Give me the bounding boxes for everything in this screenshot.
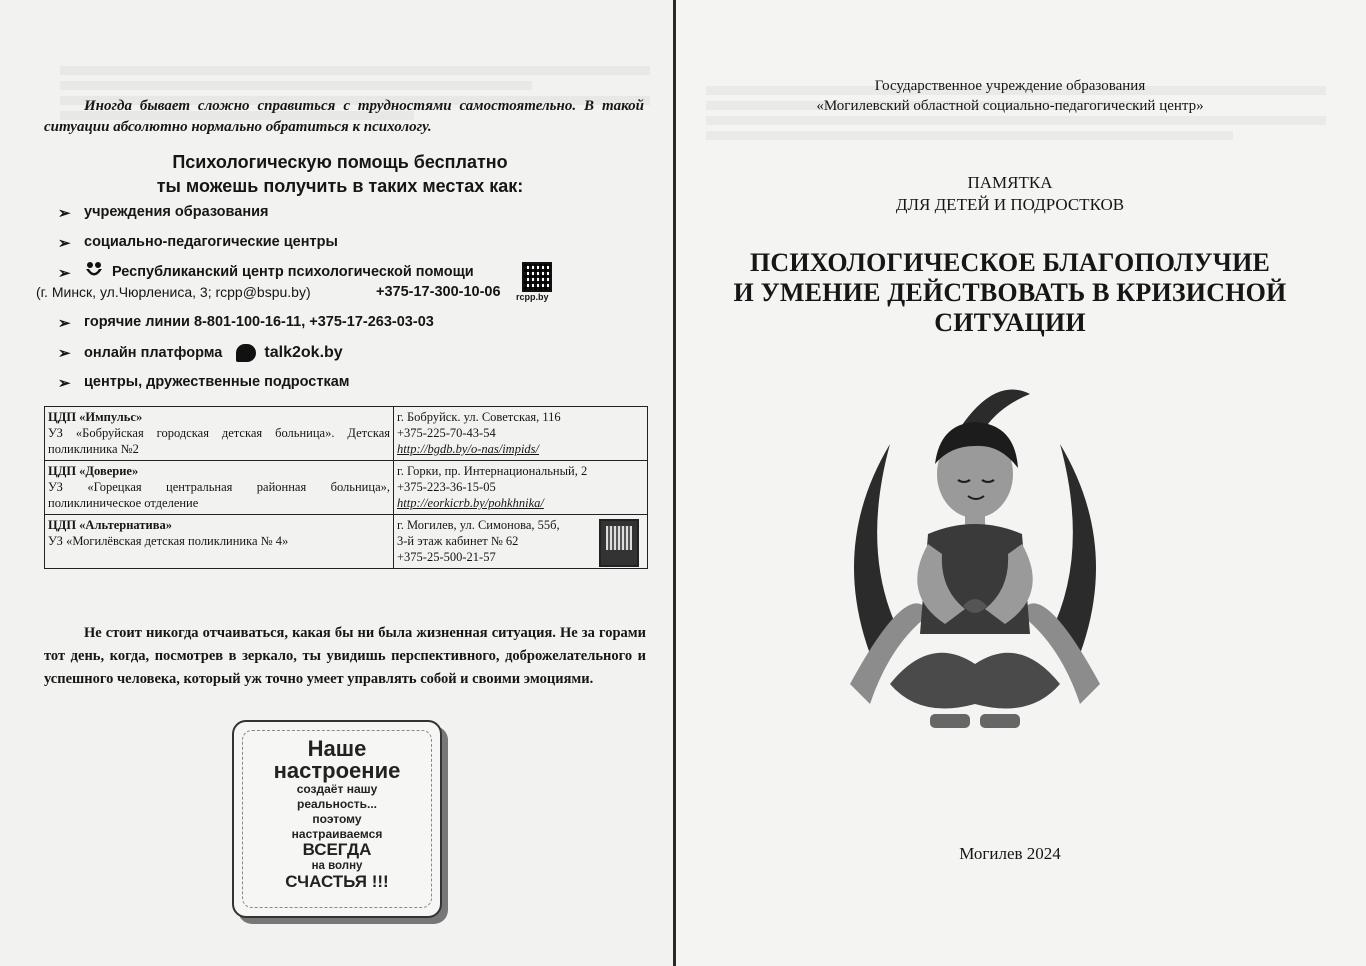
institution-line-2: «Могилевский областной социально-педагогический центр» xyxy=(816,98,1204,114)
quote-body xyxy=(234,782,440,842)
mood-quote-card xyxy=(232,720,442,918)
quote-line-5: поэтому xyxy=(312,812,362,826)
online-platform-link[interactable]: talk2ok.by xyxy=(264,344,343,361)
arrow-bullet-icon: ➢ xyxy=(58,315,71,332)
center-contact-cell xyxy=(394,515,648,569)
center-name: ЦДП «Альтернатива» xyxy=(48,518,172,532)
place-teen-centers: центры, дружественные подросткам xyxy=(84,374,350,390)
talk2ok-logo-icon xyxy=(236,344,256,362)
arrow-bullet-icon: ➢ xyxy=(58,345,71,362)
republican-address: (г. Минск, ул.Чюрлениса, 3; rcpp@bspu.by) xyxy=(36,284,311,300)
title-line-2: И УМЕНИЕ ДЕЙСТВОВАТЬ В КРИЗИСНОЙ xyxy=(733,278,1287,307)
quote-line-3: создаёт нашу xyxy=(296,782,378,796)
quote-line-6: настраиваемся xyxy=(291,827,383,841)
qr-code-icon xyxy=(522,262,552,292)
qr-code-icon xyxy=(599,519,639,567)
title-line-3: СИТУАЦИИ xyxy=(934,308,1086,337)
list-item xyxy=(58,204,268,220)
arrow-bullet-icon: ➢ xyxy=(58,235,71,252)
quote-heading xyxy=(234,738,440,782)
center-name: ЦДП «Импульс» xyxy=(48,410,143,424)
place-hotlines: горячие линии 8-801-100-16-11, +375-17-263-03-03 xyxy=(84,314,434,330)
place-republican-center: Республиканский центр психологической помощи xyxy=(112,264,474,280)
page-title xyxy=(700,248,1320,338)
intro-text: Иногда бывает сложно справиться с трудностями самостоятельно. В такой ситуации абсолютно нормально обратиться к психологу. xyxy=(44,98,644,135)
center-org: УЗ «Горецкая центральная районная больница», поликлиническое отделение xyxy=(48,480,390,510)
center-address: г. Горки, пр. Интернациональный, 2 xyxy=(397,464,588,478)
republican-phone: +375-17-300-10-06 xyxy=(376,284,501,300)
place-online-prefix: онлайн платформа xyxy=(84,345,223,361)
help-title-line-1: Психологическую помощь бесплатно xyxy=(172,152,508,172)
quote-line-7: ВСЕГДА xyxy=(302,840,372,859)
center-address-2: 3-й этаж кабинет № 62 xyxy=(397,534,519,548)
quote-line-9: СЧАСТЬЯ !!! xyxy=(285,872,389,891)
place-education: учреждения образования xyxy=(84,204,269,220)
qr-label: rcpp.by xyxy=(516,292,549,302)
center-phone: +375-223-36-15-05 xyxy=(397,480,496,494)
list-item xyxy=(58,374,350,390)
centers-table xyxy=(44,406,648,569)
center-phone: +375-25-500-21-57 xyxy=(397,550,496,564)
advice-text: Не стоит никогда отчаиваться, какая бы ни была жизненная ситуация. Не за горами тот день, когда, посмотрев в зеркало, ты увидишь перспективного, доброжелательного и успешного человека, который уж точно умеет управлять собой и своими эмоциями. xyxy=(44,625,646,687)
list-item xyxy=(36,264,644,302)
center-org: УЗ «Бобруйская городская детская больница». Детская поликлиника №2 xyxy=(48,426,390,456)
quote-line-4: реальность... xyxy=(296,797,378,811)
center-address: г. Бобруйск. ул. Советская, 116 xyxy=(397,410,561,424)
arrow-bullet-icon: ➢ xyxy=(58,375,71,392)
lotus-figure-illustration xyxy=(830,384,1120,774)
center-org: УЗ «Могилёвская детская поликлиника № 4» xyxy=(48,534,289,548)
list-item xyxy=(58,314,434,330)
quote-line-8: на волну xyxy=(311,860,363,872)
table-row xyxy=(45,461,648,515)
center-info-cell xyxy=(45,515,394,569)
quote-line-1: Наше xyxy=(307,736,367,761)
center-address: г. Могилев, ул. Симонова, 55б, xyxy=(397,518,560,532)
left-page xyxy=(0,0,676,966)
quote-line-2: настроение xyxy=(273,758,401,783)
table-row xyxy=(45,407,648,461)
institution-header xyxy=(700,76,1320,116)
center-phone: +375-225-70-43-54 xyxy=(397,426,496,440)
help-title-line-2: ты можешь получить в таких местах как: xyxy=(156,176,524,196)
arrow-bullet-icon: ➢ xyxy=(58,205,71,222)
center-contact-cell xyxy=(394,407,648,461)
memo-line-1: ПАМЯТКА xyxy=(967,173,1053,192)
help-title xyxy=(60,150,620,198)
list-item xyxy=(58,234,338,250)
center-info-cell xyxy=(45,461,394,515)
rcpp-logo-icon xyxy=(84,260,104,282)
list-item xyxy=(58,344,343,362)
center-url[interactable]: http://bgdb.by/o-nas/impids/ xyxy=(397,442,540,456)
table-row xyxy=(45,515,648,569)
place-social-centers: социально-педагогические центры xyxy=(84,234,338,250)
city-year: Могилев 2024 xyxy=(959,844,1061,863)
center-url[interactable]: http://eorkicrb.by/pohkhnika/ xyxy=(397,496,544,510)
center-info-cell xyxy=(45,407,394,461)
arrow-bullet-icon: ➢ xyxy=(58,265,71,282)
memo-label xyxy=(700,172,1320,216)
title-line-1: ПСИХОЛОГИЧЕСКОЕ БЛАГОПОЛУЧИЕ xyxy=(749,248,1271,277)
center-contact-cell xyxy=(394,461,648,515)
center-name: ЦДП «Доверие» xyxy=(48,464,139,478)
memo-line-2: ДЛЯ ДЕТЕЙ И ПОДРОСТКОВ xyxy=(895,195,1125,214)
institution-line-1: Государственное учреждение образования xyxy=(874,78,1146,94)
